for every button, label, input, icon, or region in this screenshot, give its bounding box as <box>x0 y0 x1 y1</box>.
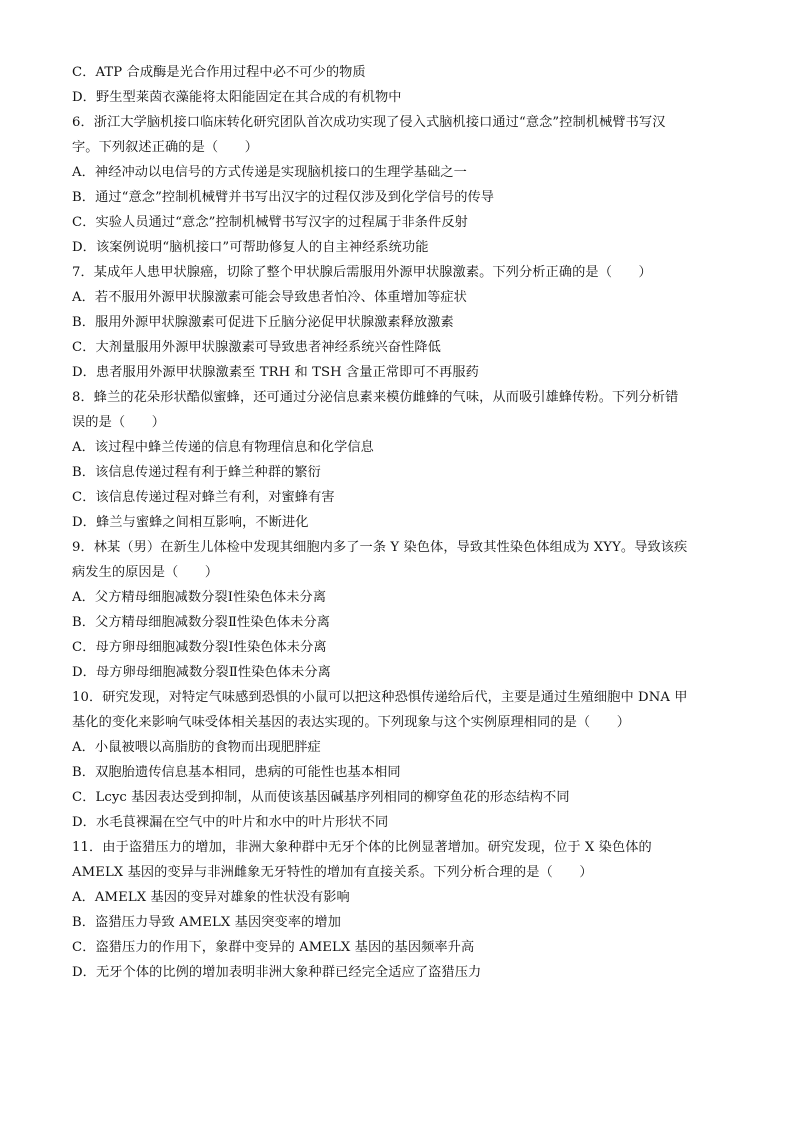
option-c-q11: C．盗猎压力的作用下，象群中变异的 AMELX 基因的基因频率升高 <box>72 940 475 955</box>
option-d-q6: D．该案例说明“脑机接口”可帮助修复人的自主神经系统功能 <box>72 240 429 255</box>
option-b-q8: B．该信息传递过程有利于蜂兰种群的繁衍 <box>72 465 321 480</box>
option-d-q10: D．水毛茛裸漏在空气中的叶片和水中的叶片形状不同 <box>72 815 389 830</box>
option-b-q6: B．通过“意念”控制机械臂并书写出汉字的过程仅涉及到化学信号的传导 <box>72 190 495 205</box>
question-9-stem: 9．林某（男）在新生儿体检中发现其细胞内多了一条 Y 染色体，导致其性染色体组成为 XYY。导致该疾 <box>72 540 688 555</box>
option-a-q8: A．该过程中蜂兰传递的信息有物理信息和化学信息 <box>72 440 374 455</box>
option-a-q11: A．AMELX 基因的变异对雄象的性状没有影响 <box>72 890 350 905</box>
option-c-q6: C．实验人员通过“意念”控制机械臂书写汉字的过程属于非条件反射 <box>72 215 468 230</box>
option-c-q9: C．母方卵母细胞减数分裂Ⅰ性染色体未分离 <box>72 640 327 655</box>
option-b-q10: B．双胞胎遗传信息基本相同，患病的可能性也基本相同 <box>72 765 401 780</box>
option-d-q5: D．野生型莱茵衣藻能将太阳能固定在其合成的有机物中 <box>72 90 402 105</box>
question-10-stem: 10．研究发现，对特定气味感到恐惧的小鼠可以把这种恐惧传递给后代，主要是通过生殖细胞中 DNA 甲 <box>72 690 688 705</box>
option-b-q7: B．服用外源甲状腺激素可促进下丘脑分泌促甲状腺激素释放激素 <box>72 315 454 330</box>
option-d-q7: D．患者服用外源甲状腺激素至 TRH 和 TSH 含量正常即可不再服药 <box>72 365 479 380</box>
question-10-stem-cont: 基化的变化来影响气味受体相关基因的表达实现的。下列现象与这个实例原理相同的是（ ） <box>72 715 631 730</box>
question-8-stem-cont: 误的是（ ） <box>72 415 166 430</box>
option-a-q9: A．父方精母细胞减数分裂Ⅰ性染色体未分离 <box>72 590 327 605</box>
question-11-stem: 11．由于盗猎压力的增加，非洲大象种群中无牙个体的比例显著增加。研究发现，位于 X 染色体的 <box>72 840 652 855</box>
question-11-stem-cont: AMELX 基因的变异与非洲雌象无牙特性的增加有直接关系。下列分析合理的是（ ） <box>72 865 593 880</box>
option-c-q5: C．ATP 合成酶是光合作用过程中必不可少的物质 <box>72 65 366 80</box>
option-c-q10: C．Lcyc 基因表达受到抑制，从而使该基因碱基序列相同的柳穿鱼花的形态结构不同 <box>72 790 570 805</box>
question-8-stem: 8．蜂兰的花朵形状酷似蜜蜂，还可通过分泌信息素来模仿雌蜂的气味，从而吸引雄蜂传粉。下列分析错 <box>72 390 679 405</box>
option-c-q8: C．该信息传递过程对蜂兰有利，对蜜蜂有害 <box>72 490 335 505</box>
option-d-q11: D．无牙个体的比例的增加表明非洲大象种群已经完全适应了盗猎压力 <box>72 965 482 980</box>
question-9-stem-cont: 病发生的原因是（ ） <box>72 565 219 580</box>
option-a-q6: A．神经冲动以电信号的方式传递是实现脑机接口的生理学基础之一 <box>72 165 467 180</box>
option-d-q8: D．蜂兰与蜜蜂之间相互影响，不断进化 <box>72 515 309 530</box>
option-d-q9: D．母方卵母细胞减数分裂Ⅱ性染色体未分离 <box>72 665 331 680</box>
option-a-q7: A．若不服用外源甲状腺激素可能会导致患者怕冷、体重增加等症状 <box>72 290 467 305</box>
question-6-stem-cont: 字。下列叙述正确的是（ ） <box>72 140 259 155</box>
option-b-q9: B．父方精母细胞减数分裂Ⅱ性染色体未分离 <box>72 615 331 630</box>
option-c-q7: C．大剂量服用外源甲状腺激素可导致患者神经系统兴奋性降低 <box>72 340 441 355</box>
option-a-q10: A．小鼠被喂以高脂肪的食物而出现肥胖症 <box>72 740 321 755</box>
question-7-stem: 7．某成年人患甲状腺癌，切除了整个甲状腺后需服用外源甲状腺激素。下列分析正确的是（ ） <box>72 265 652 280</box>
exam-content <box>72 60 722 985</box>
question-6-stem: 6．浙江大学脑机接口临床转化研究团队首次成功实现了侵入式脑机接口通过“意念”控制机械臂书写汉 <box>72 115 666 130</box>
option-b-q11: B．盗猎压力导致 AMELX 基因突变率的增加 <box>72 915 341 930</box>
